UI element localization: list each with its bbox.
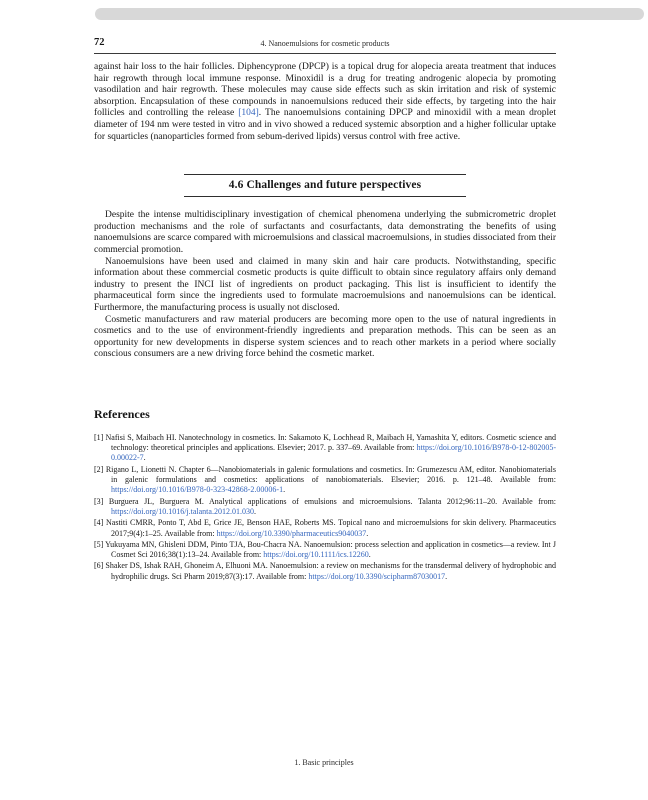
reference-list <box>94 433 556 582</box>
paragraph: Despite the intense multidisciplinary investigation of chemical phenomena underlying the submicrometric droplet production mechanisms and the role of surfactants and cosurfactants, data demonstrating the benefits of using nanoemulsions are scarce compared with microemulsions and classical macroemulsions, in studies dissociated from their commercial promotion. <box>94 210 556 255</box>
horizontal-scrollbar-thumb[interactable] <box>95 8 644 20</box>
page-footer <box>0 758 648 767</box>
paragraph-continuation <box>94 62 556 143</box>
reference-number: [2] <box>94 464 104 474</box>
reference-text: . <box>143 453 146 463</box>
reference-number: [6] <box>94 561 104 571</box>
text-column <box>94 62 556 583</box>
paragraph: Cosmetic manufacturers and raw material producers are becoming more open to the use of natural ingredients in cosmetics and to the use of environment-friendly ingredients and preparation methods. This can be seen as an opportunity for new developments in disperse system sciences and to reach other markets in a period where socially conscious consumers are a new driving force behind the cosmetic market. <box>94 314 556 360</box>
reference-text: . <box>445 571 448 581</box>
reference-text: Nastiti CMRR, Ponto T, Abd E, Grice JE, Benson HAE, Roberts MS. Topical nano and microemulsions for skin delivery. Pharmaceutics 2017;9(4):1–25. Available from: <box>106 518 557 538</box>
paragraph: Nanoemulsions have been used and claimed in many skin and hair care products. Notwithstanding, specific information about these commercial cosmetic products is quite difficult to obtain since regulatory affairs only demand industry to present the INCI list of ingredients on product packaging. This list is insufficient to identify the pharmaceutical form since the ingredients used to formulate macroemulsions and nanoemulsions can be identical. Furthermore, the manufacturing process is usually not disclosed. <box>94 256 556 313</box>
page-header <box>94 37 556 54</box>
reference-text: Shaker DS, Ishak RAH, Ghoneim A, Elhuoni MA. Nanoemulsion: a review on mechanisms for the transdermal delivery of hydrophobic and hydrophilic drugs. Sci Pharm 2019;87(3):17. Available from: <box>105 561 556 581</box>
reference-item <box>94 540 556 561</box>
reference-text: Nafisi S, Maibach HI. Nanotechnology in cosmetics. In: Sakamoto K, Lochhead R, Maibach H, Yamashita Y, editors. Cosmetic science and technology: theoretical principles and applications. Elsevier; 2017. p. 337–69. Available from: <box>105 432 556 453</box>
reference-text: Rigano L, Lionetti N. Chapter 6—Nanobiomaterials in galenic formulations and cosmetics. In: Grumezescu AM, editor. Nanobiomaterials in galenic formulations and cosmetics: applications of nanobiomaterials. Elsevier; 2016. p. 121–48. Available from: <box>105 464 556 485</box>
reference-text: Yukuyama MN, Ghisleni DDM, Pinto TJA, Bou-Chacra NA. Nanoemulsion: process selection and application in cosmetics—a review. Int J Cosmet Sci 2016;38(1):13–24. Available from: <box>105 539 557 560</box>
doi-link[interactable]: https://doi.org/10.1016/j.talanta.2012.01.030 <box>111 506 254 516</box>
running-header-title: 4. Nanoemulsions for cosmetic products <box>260 39 390 48</box>
doi-link[interactable]: https://doi.org/10.1111/ics.12260 <box>263 550 369 560</box>
footer-text: 1. Basic principles <box>294 758 354 767</box>
doi-link[interactable]: https://doi.org/10.3390/scipharm87030017 <box>308 571 446 581</box>
section-heading-block <box>184 174 466 197</box>
section-heading: 4.6 Challenges and future perspectives <box>228 179 422 192</box>
reference-text: Burguera JL, Burguera M. Analytical applications of emulsions and microemulsions. Talanta 2012;96:11–20. Available from: <box>108 496 557 506</box>
doi-link[interactable]: https://doi.org/10.1016/B978-0-323-42868-2.00006-1 <box>111 485 284 495</box>
reference-text: . <box>283 485 286 495</box>
reference-number: [1] <box>94 432 104 442</box>
reference-text: . <box>366 528 369 538</box>
reference-item <box>94 465 556 496</box>
reference-number: [5] <box>94 539 104 549</box>
reference-item <box>94 561 556 582</box>
references-heading: References <box>94 406 150 421</box>
reference-text: . <box>253 506 256 516</box>
reference-number: [4] <box>94 518 104 528</box>
reference-item <box>94 497 556 518</box>
doi-link[interactable]: https://doi.org/10.1016/B978-0-12-802005-0.00022-7 <box>111 443 556 463</box>
reference-item <box>94 518 556 539</box>
reference-item <box>94 433 556 464</box>
page-number: 72 <box>94 37 105 48</box>
body-text: against hair loss to the hair follicles. Diphencyprone (DPCP) is a topical drug for alopecia areata treatment that induces hair regrowth through local immune response. Minoxidil is a drug for treating androgenic alopecia by promoting vasodilation and hair regrowth. These molecules may cause side effects such as skin irritation and risk of systemic absorption. Encapsulation of these compounds in nanoemulsions reduced their side effects, by targeting into the hair follicles and controlling the release <box>94 62 556 119</box>
body-text: . The nanoemulsions containing DPCP and minoxidil with a mean droplet diameter of 194 nm were tested in vitro and in vivo showed a reduced systemic absorption and a higher follicular uptake for squarticles (nanoparticles formed from sebum-derived lipids) versus control with free active. <box>94 108 556 142</box>
doi-link[interactable]: https://doi.org/10.3390/pharmaceutics9040037 <box>216 528 367 538</box>
citation-link-104[interactable]: [104] <box>238 108 259 119</box>
reference-number: [3] <box>94 496 104 506</box>
reference-text: . <box>368 550 371 560</box>
